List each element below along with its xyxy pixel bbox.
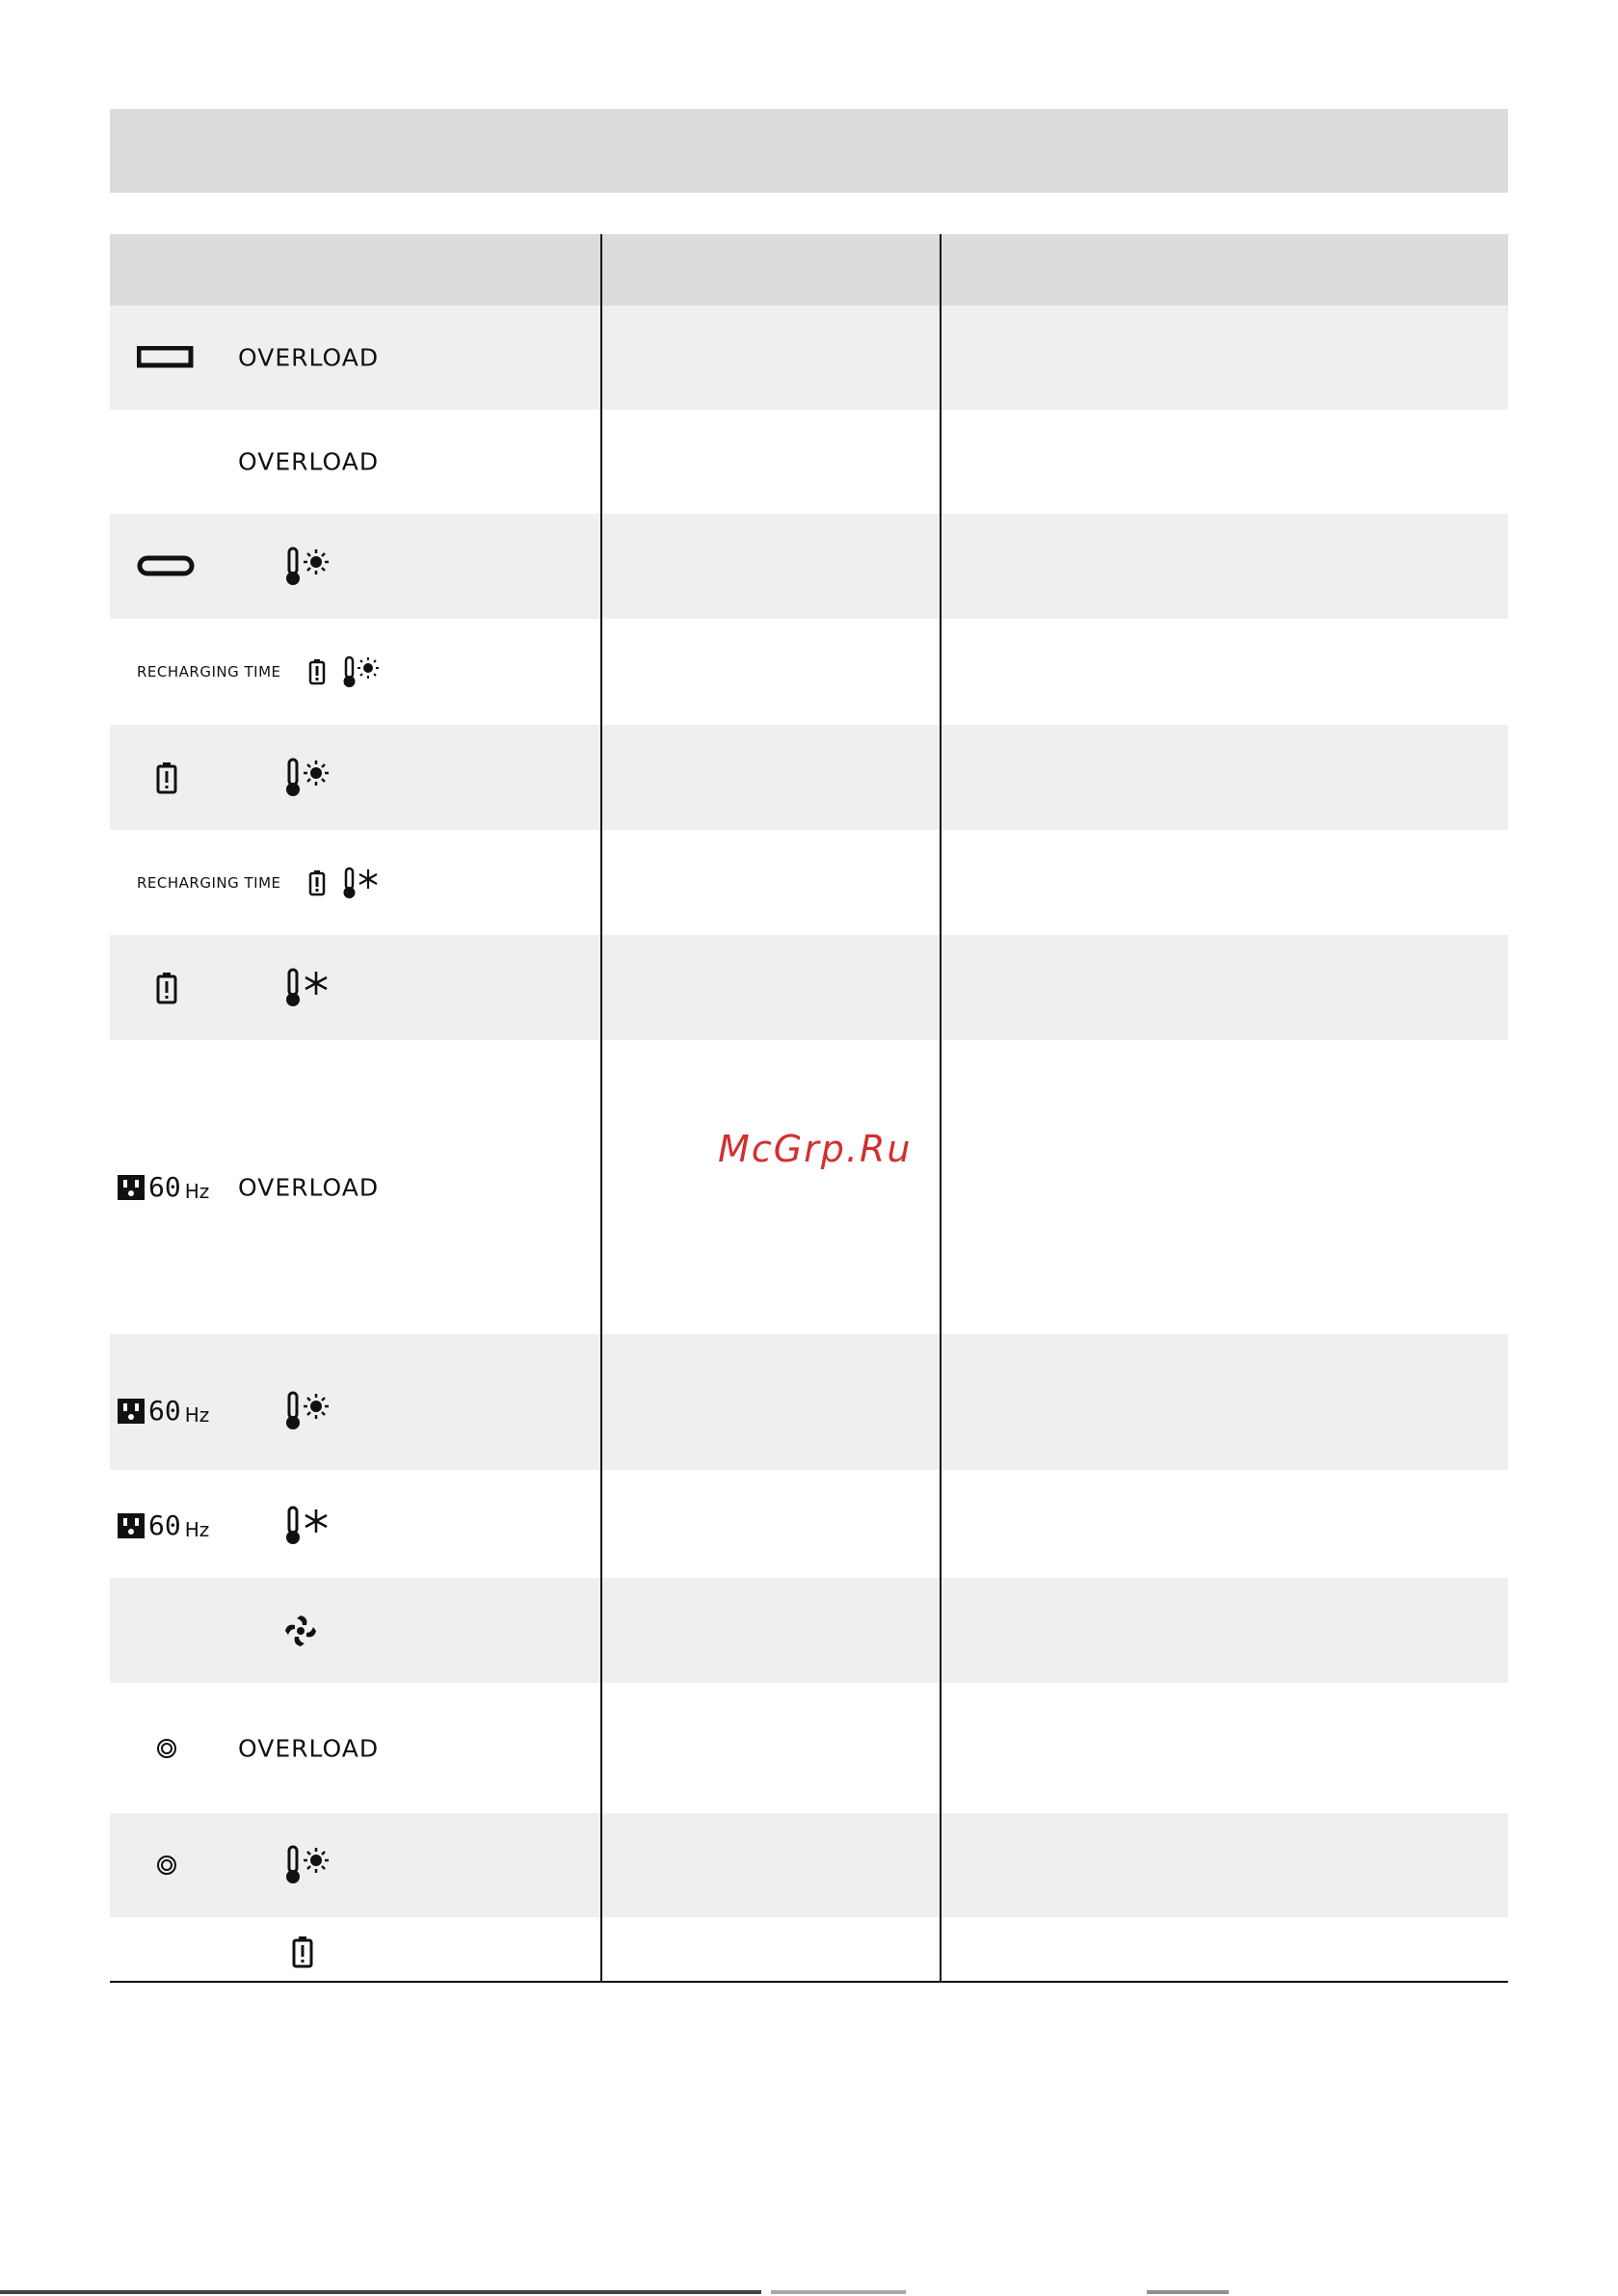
high-temperature-icon bbox=[341, 655, 380, 688]
battery-warning-icon bbox=[156, 761, 177, 794]
usb-c-port-icon bbox=[137, 555, 197, 578]
table-row bbox=[110, 410, 1508, 514]
frequency-value: 60 bbox=[148, 1170, 181, 1203]
table-row bbox=[110, 1470, 1508, 1578]
high-temperature-icon bbox=[283, 547, 332, 587]
battery-warning-icon bbox=[156, 972, 177, 1004]
table-row bbox=[110, 1040, 1508, 1334]
high-temperature-icon bbox=[283, 758, 332, 798]
wireless-charging-icon bbox=[156, 1738, 177, 1759]
frequency-unit: Hz bbox=[184, 1403, 210, 1427]
overload-label: OVERLOAD bbox=[238, 343, 380, 372]
table-row bbox=[110, 935, 1508, 1040]
frequency-unit: Hz bbox=[184, 1179, 210, 1203]
column-divider bbox=[600, 234, 602, 1982]
low-temperature-icon bbox=[341, 867, 380, 899]
recharging-time-label: RECHARGING TIME bbox=[137, 663, 281, 681]
low-temperature-icon bbox=[283, 968, 332, 1008]
ac-outlet-icon bbox=[118, 1513, 145, 1538]
footer-edge bbox=[0, 2290, 761, 2294]
battery-warning-icon bbox=[308, 658, 326, 685]
table-row bbox=[110, 1917, 1508, 1987]
overload-label: OVERLOAD bbox=[238, 1173, 380, 1201]
table-row bbox=[110, 306, 1508, 410]
ac-outlet-icon bbox=[118, 1399, 145, 1424]
column-divider bbox=[940, 234, 942, 1982]
error-code-table bbox=[110, 234, 1508, 1987]
ac-60hz-indicator bbox=[118, 1509, 210, 1541]
frequency-value: 60 bbox=[148, 1509, 181, 1541]
battery-warning-icon bbox=[292, 1936, 313, 1968]
table-row bbox=[110, 1813, 1508, 1917]
low-temperature-icon bbox=[283, 1506, 332, 1546]
table-row bbox=[110, 514, 1508, 619]
title-bar bbox=[110, 109, 1508, 193]
table-row bbox=[110, 1334, 1508, 1470]
high-temperature-icon bbox=[283, 1845, 332, 1885]
footer-edge bbox=[771, 2290, 906, 2294]
fan-icon bbox=[283, 1614, 318, 1648]
frequency-value: 60 bbox=[148, 1395, 181, 1427]
table-row bbox=[110, 725, 1508, 830]
table-row bbox=[110, 830, 1508, 935]
watermark: McGrp.Ru bbox=[718, 1128, 913, 1170]
ac-60hz-indicator bbox=[118, 1170, 210, 1203]
table-row bbox=[110, 1683, 1508, 1813]
table-row bbox=[110, 1578, 1508, 1683]
table-header bbox=[110, 234, 1508, 306]
ac-outlet-icon bbox=[118, 1175, 145, 1200]
frequency-unit: Hz bbox=[184, 1518, 210, 1541]
footer-edge bbox=[1147, 2290, 1229, 2294]
wireless-charging-icon bbox=[156, 1855, 177, 1876]
usb-a-port-icon bbox=[137, 346, 195, 369]
ac-60hz-indicator bbox=[118, 1395, 210, 1427]
overload-label: OVERLOAD bbox=[238, 1734, 380, 1762]
high-temperature-icon bbox=[283, 1391, 332, 1431]
table-bottom-rule bbox=[110, 1981, 1508, 1983]
table-row bbox=[110, 619, 1508, 725]
recharging-time-label: RECHARGING TIME bbox=[137, 873, 281, 892]
battery-warning-icon bbox=[308, 869, 326, 896]
overload-label: OVERLOAD bbox=[238, 447, 380, 476]
